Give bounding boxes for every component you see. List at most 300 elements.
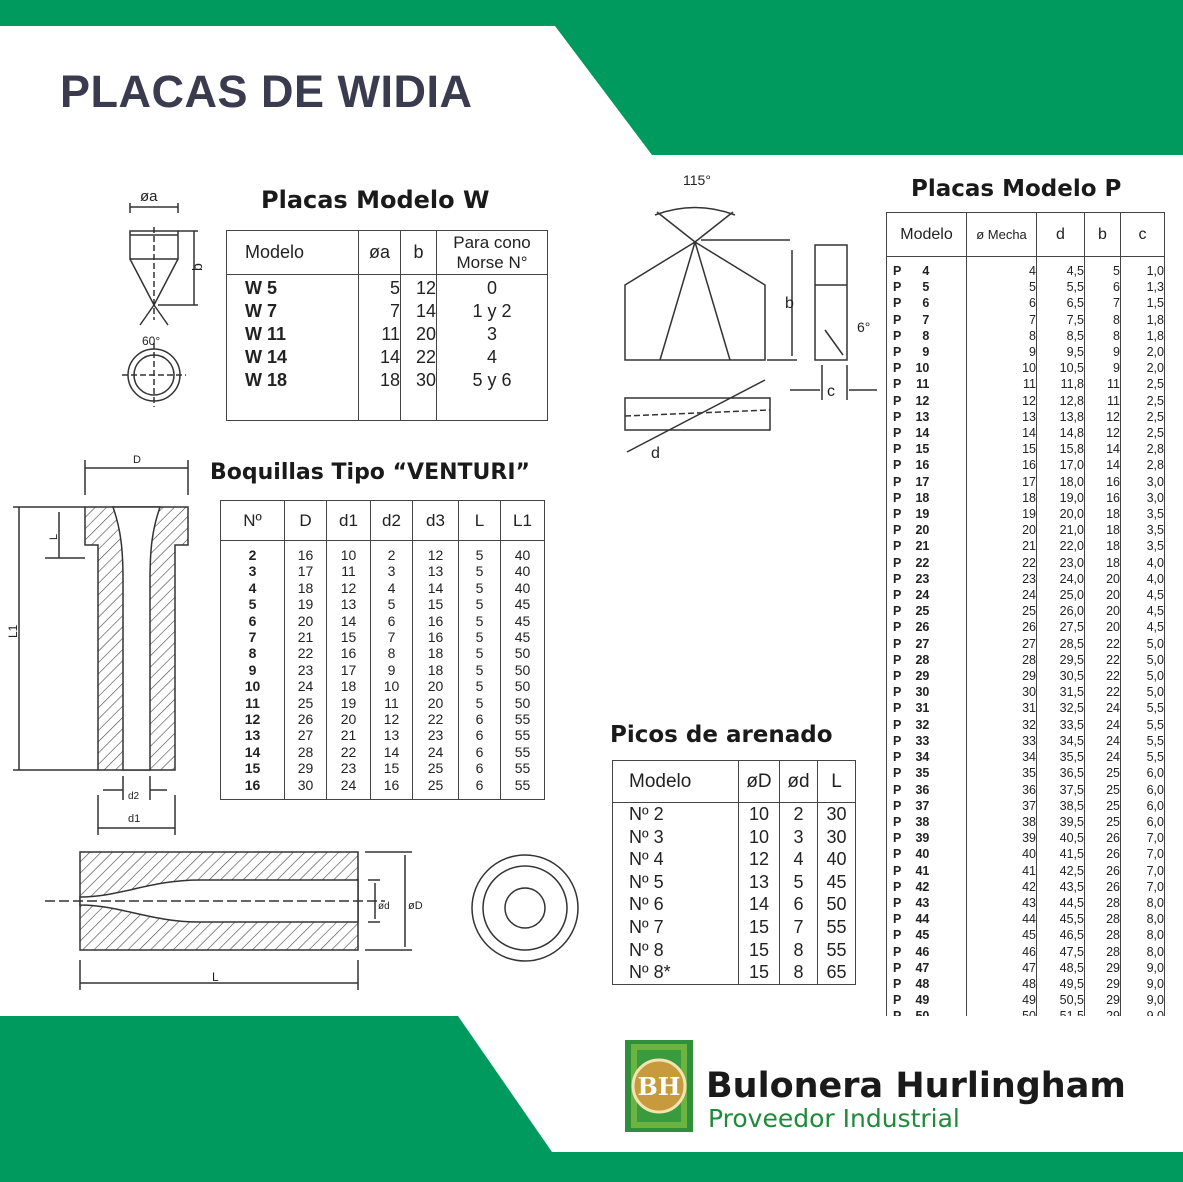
p-cell: 28 <box>1085 944 1121 960</box>
w-header-cono: Para cono Morse N° <box>437 231 548 275</box>
p-model-letter: P <box>893 847 902 862</box>
arenado-cell: 3 <box>780 826 818 849</box>
p-model-number: 18 <box>915 490 930 505</box>
p-model-cell <box>887 393 967 409</box>
p-model-cell <box>887 944 967 960</box>
venturi-cell: 13 <box>221 727 285 743</box>
p-cell: 5,5 <box>1121 717 1165 733</box>
p-cell: 20 <box>1085 571 1121 587</box>
p-model-cell <box>887 927 967 943</box>
p-cell: 4,5 <box>1121 619 1165 635</box>
venturi-cell: 5 <box>459 645 501 661</box>
p-model-cell <box>887 992 967 1008</box>
p-cell: 26 <box>1085 846 1121 862</box>
w-table-row <box>227 346 548 369</box>
p-model-cell <box>887 895 967 911</box>
p-model-letter: P <box>893 879 902 894</box>
p-cell: 6,0 <box>1121 782 1165 798</box>
p-model-letter: P <box>893 604 902 619</box>
p-model-number: 17 <box>915 474 930 489</box>
venturi-cell: 18 <box>285 580 327 596</box>
p-cell: 34 <box>967 749 1037 765</box>
p-cell: 45,5 <box>1037 911 1085 927</box>
venturi-cell: 2 <box>221 541 285 564</box>
venturi-cell: 18 <box>413 662 459 678</box>
p-cell: 5,5 <box>1121 749 1165 765</box>
p-model-cell <box>887 652 967 668</box>
p-cell: 6,0 <box>1121 765 1165 781</box>
p-cell: 7,0 <box>1121 863 1165 879</box>
venturi-cell: 14 <box>413 580 459 596</box>
p-cell: 22 <box>1085 636 1121 652</box>
p-model-number: 35 <box>915 766 930 781</box>
arenado-cell: 55 <box>818 916 856 939</box>
p-header: b <box>1085 213 1121 257</box>
p-cell: 22 <box>1085 684 1121 700</box>
venturi-cell: 17 <box>285 563 327 579</box>
p-cell: 26 <box>967 619 1037 635</box>
p-cell: 5,0 <box>1121 636 1165 652</box>
p-model-cell <box>887 441 967 457</box>
p-cell: 29 <box>1085 960 1121 976</box>
venturi-cell: 6 <box>221 613 285 629</box>
venturi-cell: 30 <box>285 777 327 800</box>
venturi-cell: 8 <box>221 645 285 661</box>
venturi-cell: 19 <box>327 695 371 711</box>
venturi-cell: 26 <box>285 711 327 727</box>
p-model-number: 32 <box>915 717 930 732</box>
venturi-cell: 40 <box>501 563 545 579</box>
p-cell: 8,0 <box>1121 895 1165 911</box>
p-model-number: 43 <box>915 895 930 910</box>
venturi-cell: 6 <box>459 760 501 776</box>
p-dim-d: d <box>651 445 660 462</box>
p-model-number: 7 <box>922 312 930 327</box>
p-cell: 16 <box>967 457 1037 473</box>
venturi-cell: 3 <box>221 563 285 579</box>
p-header: d <box>1037 213 1085 257</box>
p-row <box>887 668 1165 684</box>
arenado-row <box>613 871 856 894</box>
p-cell: 29 <box>1085 976 1121 992</box>
p-model-letter: P <box>893 944 902 959</box>
venturi-cell: 29 <box>285 760 327 776</box>
p-model-number: 49 <box>915 993 930 1008</box>
arenado-table <box>612 760 856 985</box>
p-model-cell <box>887 668 967 684</box>
p-header: c <box>1121 213 1165 257</box>
venturi-row <box>221 727 545 743</box>
p-cell: 18 <box>1085 555 1121 571</box>
p-cell: 1,8 <box>1121 328 1165 344</box>
p-row <box>887 312 1165 328</box>
venturi-cell: 20 <box>285 613 327 629</box>
p-cell: 22 <box>1085 668 1121 684</box>
p-cell: 45 <box>967 927 1037 943</box>
p-cell: 8,5 <box>1037 328 1085 344</box>
p-model-number: 37 <box>915 798 930 813</box>
venturi-cell: 7 <box>371 629 413 645</box>
arenado-cell: 15 <box>739 961 780 984</box>
p-cell: 6,5 <box>1037 295 1085 311</box>
model-p-table <box>886 212 1165 1026</box>
p-row <box>887 295 1165 311</box>
p-cell: 36 <box>967 782 1037 798</box>
p-model-letter: P <box>893 620 902 635</box>
venturi-cell: 23 <box>285 662 327 678</box>
p-cell: 49,5 <box>1037 976 1085 992</box>
p-model-number: 41 <box>915 863 930 878</box>
p-model-number: 4 <box>922 264 930 278</box>
p-model-number: 11 <box>916 377 930 392</box>
p-model-number: 23 <box>915 571 930 586</box>
p-cell: 42 <box>967 879 1037 895</box>
p-cell: 6 <box>1085 279 1121 295</box>
p-cell: 7 <box>1085 295 1121 311</box>
p-row <box>887 328 1165 344</box>
p-cell: 13 <box>967 409 1037 425</box>
p-row <box>887 944 1165 960</box>
p-cell: 30,5 <box>1037 668 1085 684</box>
p-model-cell <box>887 814 967 830</box>
p-model-letter: P <box>893 474 902 489</box>
arenado-cell: Nº 2 <box>613 803 739 826</box>
p-cell: 24 <box>1085 749 1121 765</box>
p-cell: 32,5 <box>1037 700 1085 716</box>
venturi-cell: 4 <box>221 580 285 596</box>
venturi-dim-d1: d1 <box>128 813 141 825</box>
w-header-a: øa <box>359 231 401 275</box>
p-model-number: 38 <box>915 814 930 829</box>
p-cell: 37 <box>967 798 1037 814</box>
venturi-cell: 20 <box>413 678 459 694</box>
p-model-number: 31 <box>915 701 930 716</box>
arenado-row <box>613 826 856 849</box>
p-cell: 44,5 <box>1037 895 1085 911</box>
p-cell: 26 <box>1085 879 1121 895</box>
p-model-letter: P <box>893 652 902 667</box>
p-cell: 9,0 <box>1121 960 1165 976</box>
brand-logo-text: BH <box>637 1072 681 1101</box>
w-cell: W 5 <box>227 275 359 301</box>
p-cell: 25 <box>1085 782 1121 798</box>
p-model-number: 40 <box>915 847 930 862</box>
p-cell: 4,0 <box>1121 571 1165 587</box>
p-cell: 8 <box>1085 328 1121 344</box>
p-cell: 32 <box>967 717 1037 733</box>
p-model-cell <box>887 522 967 538</box>
p-row <box>887 895 1165 911</box>
p-cell: 8 <box>1085 312 1121 328</box>
p-cell: 12 <box>1085 409 1121 425</box>
venturi-cell: 12 <box>327 580 371 596</box>
venturi-dim-L: L <box>48 533 60 540</box>
p-cell: 4,5 <box>1121 603 1165 619</box>
venturi-cell: 50 <box>501 695 545 711</box>
venturi-header: d2 <box>371 501 413 541</box>
model-w-drawing <box>110 185 210 415</box>
venturi-cell: 21 <box>327 727 371 743</box>
brand-name: Bulonera Hurlingham <box>706 1066 1126 1106</box>
arenado-cell: 8 <box>780 961 818 984</box>
venturi-cell: 45 <box>501 629 545 645</box>
p-model-number: 5 <box>922 280 930 295</box>
venturi-cell: 9 <box>371 662 413 678</box>
venturi-cell: 18 <box>327 678 371 694</box>
venturi-cell: 24 <box>413 744 459 760</box>
p-cell: 27,5 <box>1037 619 1085 635</box>
venturi-cell: 11 <box>371 695 413 711</box>
w-cell: 22 <box>401 346 437 369</box>
p-row <box>887 587 1165 603</box>
venturi-cell: 23 <box>413 727 459 743</box>
p-cell: 25 <box>1085 814 1121 830</box>
p-cell: 18 <box>967 490 1037 506</box>
venturi-cell: 55 <box>501 711 545 727</box>
p-cell: 4 <box>967 257 1037 280</box>
p-row <box>887 765 1165 781</box>
p-cell: 1,0 <box>1121 257 1165 280</box>
arenado-drawing <box>40 845 600 995</box>
p-row <box>887 376 1165 392</box>
venturi-cell: 13 <box>327 596 371 612</box>
venturi-cell: 5 <box>459 596 501 612</box>
p-cell: 17,0 <box>1037 457 1085 473</box>
p-model-letter: P <box>893 442 902 457</box>
venturi-cell: 18 <box>413 645 459 661</box>
p-cell: 23 <box>967 571 1037 587</box>
venturi-row <box>221 777 545 800</box>
p-model-cell <box>887 879 967 895</box>
venturi-cell: 24 <box>327 777 371 800</box>
venturi-dim-D: D <box>133 454 141 466</box>
dim-b-label: b <box>189 263 205 271</box>
p-model-number: 24 <box>915 588 930 603</box>
model-p-title: Placas Modelo P <box>911 176 1122 202</box>
p-cell: 18 <box>1085 506 1121 522</box>
p-model-number: 28 <box>915 652 930 667</box>
p-model-cell <box>887 619 967 635</box>
w-table-row <box>227 300 548 323</box>
p-cell: 11 <box>967 376 1037 392</box>
p-model-cell <box>887 603 967 619</box>
p-row <box>887 636 1165 652</box>
venturi-cell: 11 <box>327 563 371 579</box>
p-header: Modelo <box>887 213 967 257</box>
venturi-cell: 11 <box>221 695 285 711</box>
p-model-letter: P <box>893 426 902 441</box>
venturi-cell: 6 <box>371 613 413 629</box>
venturi-row <box>221 613 545 629</box>
p-cell: 24 <box>1085 733 1121 749</box>
venturi-cell: 55 <box>501 777 545 800</box>
w-cell: 18 <box>359 369 401 421</box>
p-model-number: 16 <box>915 458 930 473</box>
p-cell: 1,8 <box>1121 312 1165 328</box>
p-cell: 20,0 <box>1037 506 1085 522</box>
p-row <box>887 733 1165 749</box>
p-cell: 12 <box>1085 425 1121 441</box>
venturi-row <box>221 629 545 645</box>
venturi-cell: 45 <box>501 596 545 612</box>
p-cell: 16 <box>1085 474 1121 490</box>
arenado-header: ød <box>780 761 818 803</box>
p-cell: 4,5 <box>1121 587 1165 603</box>
venturi-cell: 50 <box>501 662 545 678</box>
p-cell: 39 <box>967 830 1037 846</box>
p-cell: 28 <box>967 652 1037 668</box>
venturi-row <box>221 645 545 661</box>
w-cell: W 14 <box>227 346 359 369</box>
arenado-cell: 40 <box>818 848 856 871</box>
p-model-letter: P <box>893 928 902 943</box>
w-cell: 14 <box>359 346 401 369</box>
p-model-number: 47 <box>915 960 930 975</box>
p-cell: 11 <box>1085 393 1121 409</box>
p-model-letter: P <box>893 701 902 716</box>
p-model-cell <box>887 863 967 879</box>
p-cell: 26 <box>1085 830 1121 846</box>
arenado-dim-d: ød <box>378 901 390 912</box>
p-row <box>887 976 1165 992</box>
p-model-letter: P <box>893 831 902 846</box>
arenado-cell: 50 <box>818 893 856 916</box>
p-model-number: 13 <box>915 409 930 424</box>
p-cell: 12 <box>967 393 1037 409</box>
p-model-letter: P <box>893 490 902 505</box>
p-row <box>887 360 1165 376</box>
venturi-cell: 14 <box>371 744 413 760</box>
p-model-cell <box>887 474 967 490</box>
venturi-cell: 50 <box>501 678 545 694</box>
venturi-cell: 55 <box>501 744 545 760</box>
p-cell: 26 <box>1085 863 1121 879</box>
p-cell: 43,5 <box>1037 879 1085 895</box>
venturi-row <box>221 711 545 727</box>
p-cell: 2,0 <box>1121 360 1165 376</box>
p-cell: 38 <box>967 814 1037 830</box>
p-cell: 5,5 <box>1037 279 1085 295</box>
p-cell: 9 <box>1085 360 1121 376</box>
venturi-cell: 20 <box>327 711 371 727</box>
w-cell: 1 y 2 <box>437 300 548 323</box>
p-model-letter: P <box>893 539 902 554</box>
p-cell: 14 <box>967 425 1037 441</box>
p-model-cell <box>887 328 967 344</box>
p-cell: 5 <box>967 279 1037 295</box>
venturi-cell: 9 <box>221 662 285 678</box>
venturi-cell: 27 <box>285 727 327 743</box>
p-model-number: 48 <box>915 976 930 991</box>
p-cell: 34,5 <box>1037 733 1085 749</box>
venturi-cell: 25 <box>285 695 327 711</box>
p-model-cell <box>887 911 967 927</box>
p-cell: 23,0 <box>1037 555 1085 571</box>
p-cell: 33,5 <box>1037 717 1085 733</box>
arenado-row <box>613 803 856 826</box>
p-row <box>887 927 1165 943</box>
venturi-cell: 5 <box>459 613 501 629</box>
venturi-cell: 12 <box>413 541 459 564</box>
p-cell: 2,8 <box>1121 441 1165 457</box>
venturi-title: Boquillas Tipo “VENTURI” <box>210 460 530 485</box>
venturi-cell: 15 <box>371 760 413 776</box>
p-row <box>887 344 1165 360</box>
arenado-row <box>613 939 856 962</box>
venturi-cell: 23 <box>327 760 371 776</box>
p-model-letter: P <box>893 766 902 781</box>
p-cell: 21,0 <box>1037 522 1085 538</box>
p-cell: 37,5 <box>1037 782 1085 798</box>
p-model-number: 26 <box>915 620 930 635</box>
venturi-cell: 6 <box>459 711 501 727</box>
venturi-cell: 16 <box>327 645 371 661</box>
w-cell: 7 <box>359 300 401 323</box>
p-model-cell <box>887 344 967 360</box>
arenado-cell: Nº 8 <box>613 939 739 962</box>
venturi-cell: 3 <box>371 563 413 579</box>
w-cell: W 11 <box>227 323 359 346</box>
p-cell: 19,0 <box>1037 490 1085 506</box>
p-model-cell <box>887 976 967 992</box>
venturi-cell: 55 <box>501 727 545 743</box>
venturi-row <box>221 596 545 612</box>
p-cell: 2,0 <box>1121 344 1165 360</box>
p-row <box>887 393 1165 409</box>
venturi-header: D <box>285 501 327 541</box>
p-cell: 2,8 <box>1121 457 1165 473</box>
w-cell: 12 <box>401 275 437 301</box>
venturi-cell: 16 <box>221 777 285 800</box>
p-model-number: 44 <box>915 912 930 927</box>
arenado-cell: 30 <box>818 826 856 849</box>
p-model-letter: P <box>893 361 902 376</box>
arenado-cell: 30 <box>818 803 856 826</box>
p-cell: 9 <box>1085 344 1121 360</box>
p-row <box>887 425 1165 441</box>
arenado-title: Picos de arenado <box>610 722 833 748</box>
p-row <box>887 717 1165 733</box>
venturi-cell: 15 <box>327 629 371 645</box>
p-model-letter: P <box>893 345 902 360</box>
venturi-cell: 5 <box>371 596 413 612</box>
venturi-row <box>221 662 545 678</box>
p-model-cell <box>887 733 967 749</box>
p-model-cell <box>887 279 967 295</box>
p-cell: 4,0 <box>1121 555 1165 571</box>
p-row <box>887 960 1165 976</box>
venturi-cell: 5 <box>459 580 501 596</box>
arenado-cell: Nº 4 <box>613 848 739 871</box>
angle-60-label: 60° <box>142 334 161 348</box>
w-cell: 0 <box>437 275 548 301</box>
p-model-cell <box>887 360 967 376</box>
p-cell: 15,8 <box>1037 441 1085 457</box>
p-model-letter: P <box>893 377 902 392</box>
p-model-cell <box>887 571 967 587</box>
p-cell: 22 <box>967 555 1037 571</box>
w-cell: 3 <box>437 323 548 346</box>
p-model-cell <box>887 457 967 473</box>
p-cell: 7,5 <box>1037 312 1085 328</box>
venturi-cell: 22 <box>413 711 459 727</box>
arenado-cell: 45 <box>818 871 856 894</box>
p-cell: 40,5 <box>1037 830 1085 846</box>
w-cell: 4 <box>437 346 548 369</box>
p-model-cell <box>887 749 967 765</box>
p-cell: 5,0 <box>1121 684 1165 700</box>
venturi-cell: 6 <box>459 727 501 743</box>
